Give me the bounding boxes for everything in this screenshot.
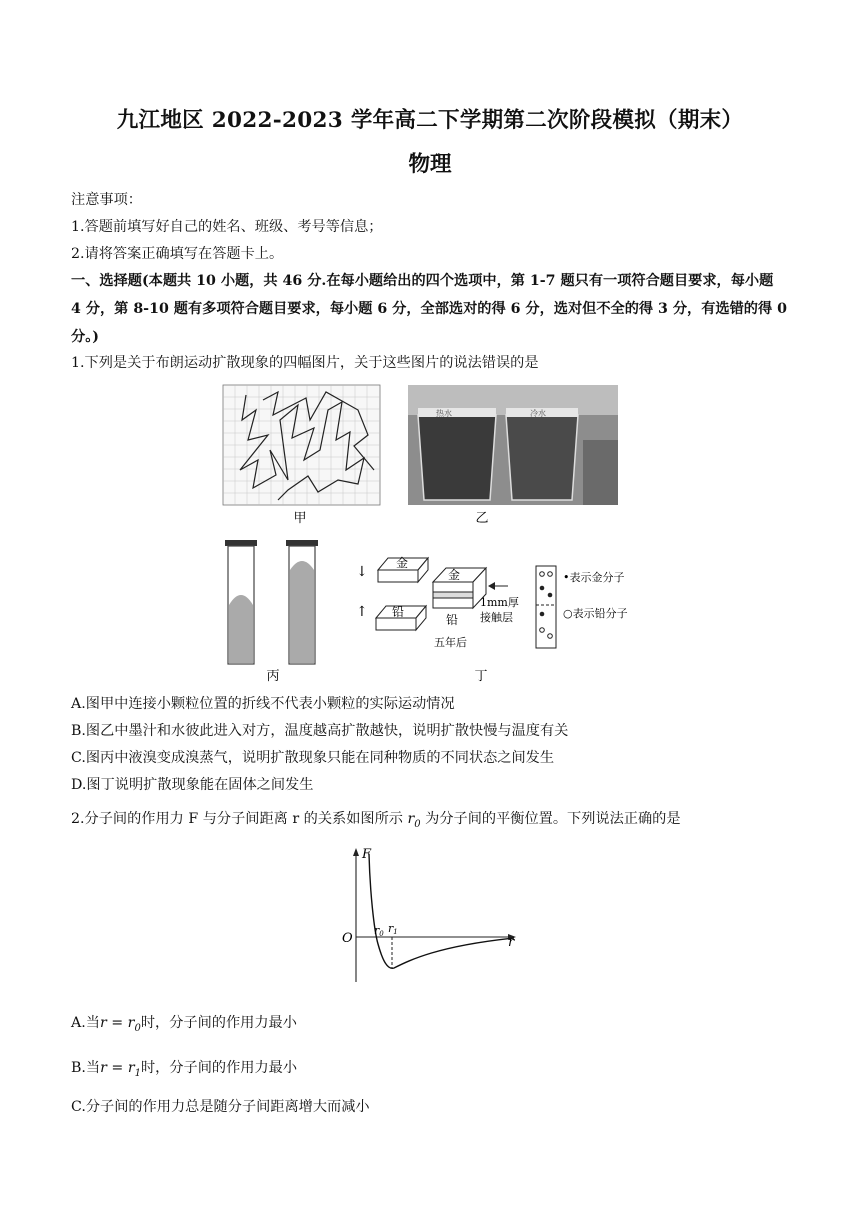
document-title: 九江地区 2022-2023 学年高二下学期第二次阶段模拟（期末） bbox=[116, 108, 744, 133]
ink-diffusion-photo bbox=[408, 385, 618, 505]
arrow-down-icon: ↓ bbox=[356, 564, 368, 580]
label-jia: 甲 bbox=[293, 511, 307, 526]
layer-thickness-label: 1mm厚 bbox=[480, 596, 519, 609]
question-1-option: D.图丁说明扩散现象能在固体之间发生 bbox=[71, 777, 314, 793]
section-instructions: 分。) bbox=[71, 329, 99, 345]
axis-label-F: F bbox=[362, 847, 372, 862]
glass-left-label: 热水 bbox=[436, 409, 452, 418]
question-1-option: A.图甲中连接小颗粒位置的折线不代表小颗粒的实际运动情况 bbox=[71, 696, 455, 712]
gold-block-label: 金 bbox=[396, 556, 409, 570]
section-instructions: 4 分，第 8-10 题有多项符合题目要求，每小题 6 分，全部选对的得 6 分，选对但不全的得 3 分，有选错的得 0 bbox=[71, 301, 787, 317]
label-yi: 乙 bbox=[475, 511, 489, 526]
section-instructions: 一、选择题(本题共 10 小题，共 46 分.在每小题给出的四个选项中，第 1-7 题只有一项符合题目要求，每小题 bbox=[71, 273, 774, 289]
gold-lead-diagram bbox=[356, 555, 628, 649]
r1-label: r1 bbox=[388, 922, 398, 936]
notes-heading: 注意事项： bbox=[71, 192, 142, 208]
question-2-option-b: B.当$r = r_1$时，分子间的作用力最小 bbox=[71, 1060, 298, 1079]
r0-label: r0 bbox=[374, 924, 384, 938]
equation-r-r0: $r = r_0$ bbox=[99, 1015, 141, 1034]
five-years-label: 五年后 bbox=[434, 636, 467, 649]
label-bing: 丙 bbox=[266, 669, 280, 682]
lead-block-label: 铅 bbox=[392, 605, 405, 619]
origin-label: O bbox=[342, 931, 353, 946]
question-1-option: C.图丙中液溴变成溴蒸气，说明扩散现象只能在同种物质的不同状态之间发生 bbox=[71, 750, 555, 766]
question-1-option: B.图乙中墨汁和水彼此进入对方，温度越高扩散越快，说明扩散快慢与温度有关 bbox=[71, 723, 569, 739]
brownian-motion-panel bbox=[223, 385, 380, 505]
note-item: 2.请将答案正确填写在答题卡上。 bbox=[71, 246, 284, 262]
label-ding: 丁 bbox=[474, 669, 488, 682]
question-2-stem-after: 为分子间的平衡位置。下列说法正确的是 bbox=[425, 811, 681, 827]
glass-right-label: 冷水 bbox=[530, 409, 546, 418]
question-1-figure bbox=[218, 380, 658, 682]
question-2-option-a: A.当$r = r_0$时，分子间的作用力最小 bbox=[71, 1015, 297, 1034]
arrow-up-icon: ↑ bbox=[356, 604, 368, 620]
force-distance-graph bbox=[338, 842, 520, 990]
layer-contact-label: 接触层 bbox=[480, 611, 513, 624]
question-2-option-c: C.分子间的作用力总是随分子间距离增大而减小 bbox=[71, 1099, 370, 1115]
legend-lead: ○表示铅分子 bbox=[563, 607, 628, 620]
note-item: 1.答题前填写好自己的姓名、班级、考号等信息； bbox=[71, 219, 383, 235]
axis-label-r: r bbox=[508, 935, 515, 950]
question-2-stem bbox=[71, 808, 681, 830]
question-2-stem-before: 2.分子间的作用力 F 与分子间距离 r 的关系如图所示 bbox=[71, 811, 403, 827]
bromine-tubes bbox=[225, 540, 318, 664]
gold-block-label-after: 金 bbox=[448, 568, 461, 582]
lead-block-label-after: 铅 bbox=[446, 613, 459, 627]
equation-r-r1: $r = r_1$ bbox=[100, 1060, 141, 1079]
question-1-stem: 1.下列是关于布朗运动扩散现象的四幅图片，关于这些图片的说法错误的是 bbox=[71, 355, 539, 371]
legend-gold: •表示金分子 bbox=[563, 571, 625, 584]
subject-title: 物理 bbox=[408, 152, 452, 177]
r0-symbol: $r_0$ bbox=[407, 811, 421, 830]
